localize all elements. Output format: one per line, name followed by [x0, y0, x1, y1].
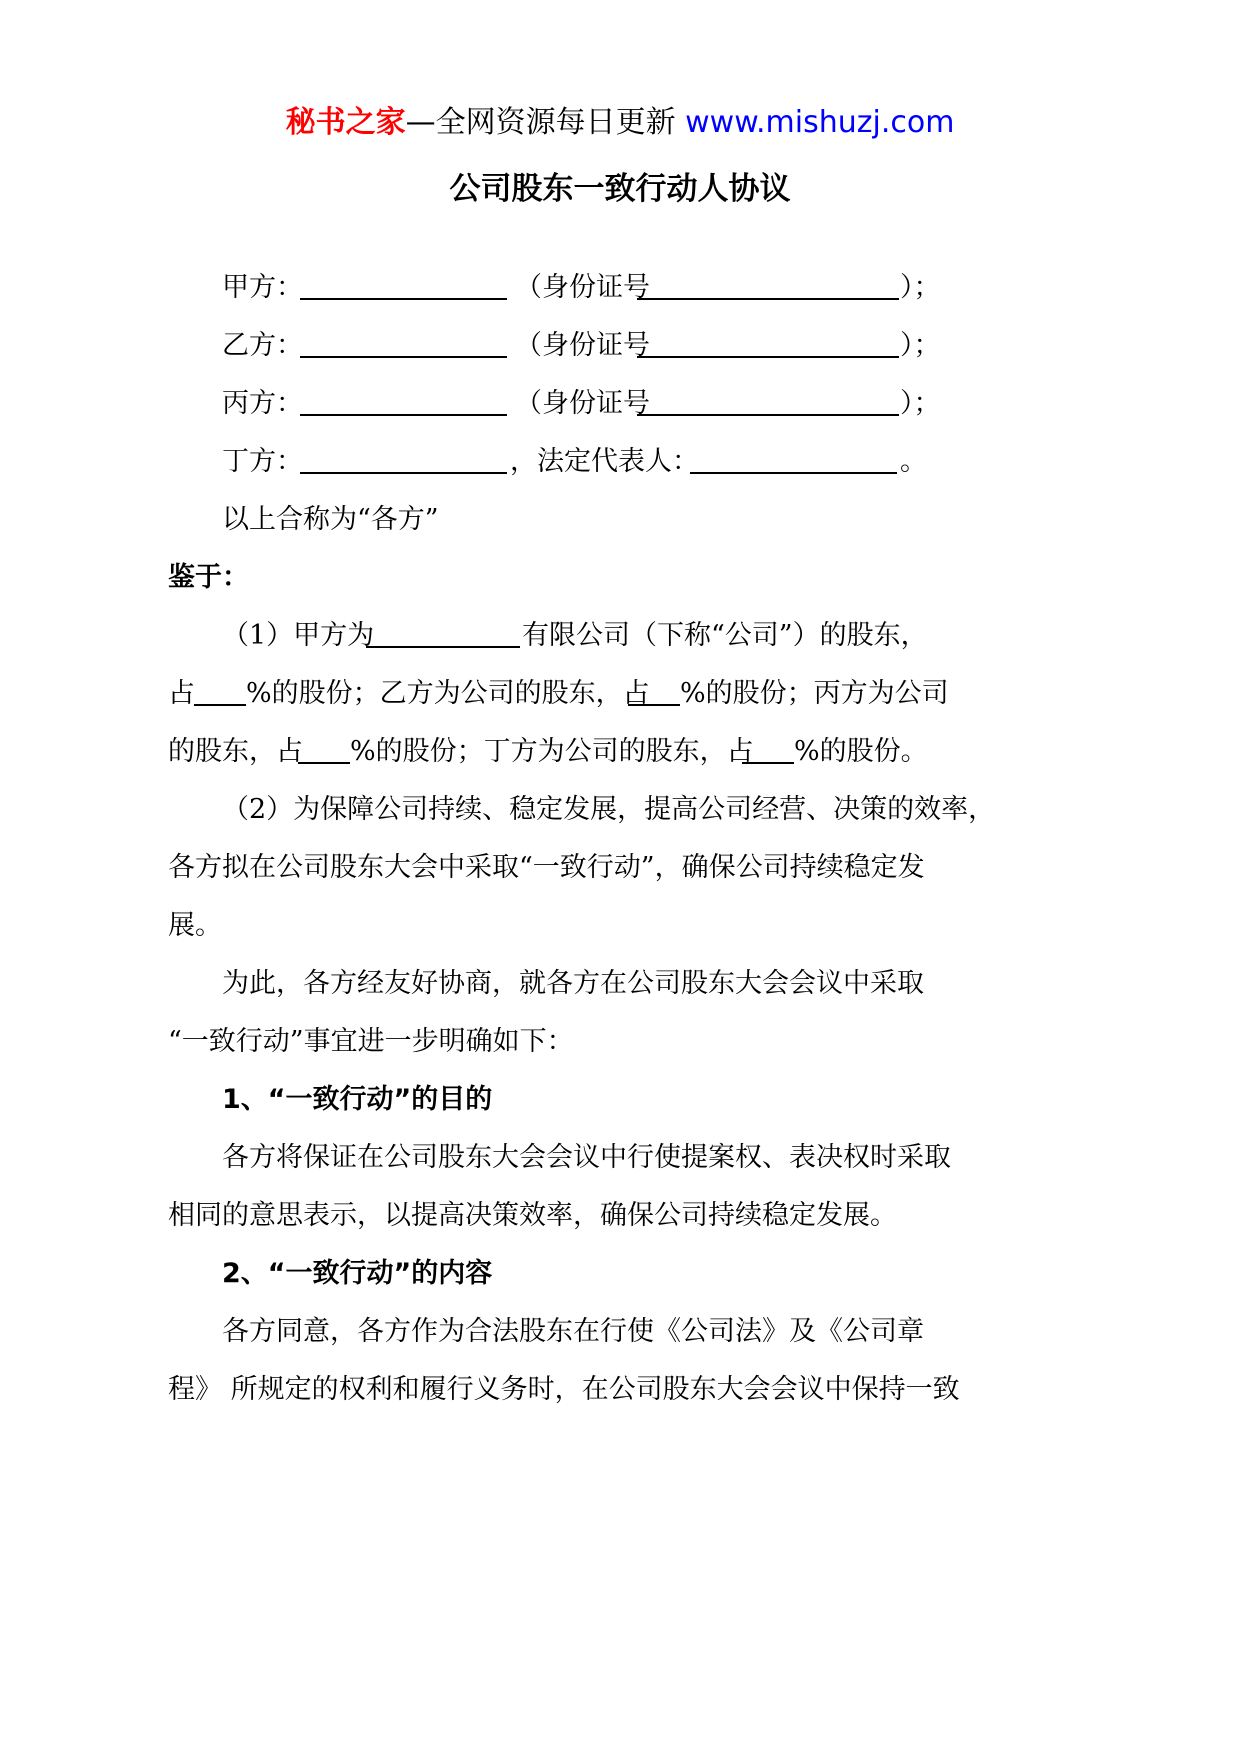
- id-label: （身份证号: [515, 330, 650, 361]
- party-line-end: ）；: [900, 272, 941, 303]
- percent-blank[interactable]: [628, 674, 680, 706]
- intro-text: 为此，各方经友好协商，就各方在公司股东大会会议中采取: [222, 968, 924, 999]
- percent-blank[interactable]: [194, 674, 246, 706]
- recital-text: %的股份。: [794, 736, 928, 767]
- intro-text: “一致行动”事宜进一步明确如下：: [168, 1026, 574, 1057]
- id-label: （身份证号: [515, 272, 650, 303]
- party-line-end: 。: [900, 446, 927, 477]
- section-text: 各方将保证在公司股东大会会议中行使提案权、表决权时采取: [222, 1142, 951, 1173]
- recital-text: 各方拟在公司股东大会中采取“一致行动”，确保公司持续稳定发: [168, 852, 925, 883]
- section-text: 程》 所规定的权利和履行义务时，在公司股东大会会议中保持一致: [168, 1374, 960, 1405]
- party-line-end: ）；: [900, 388, 941, 419]
- percent-blank[interactable]: [742, 732, 794, 764]
- section-heading: 2、“一致行动”的内容: [222, 1258, 493, 1289]
- recital-text: 展。: [168, 910, 222, 941]
- id-blank[interactable]: [637, 326, 899, 358]
- name-blank[interactable]: [300, 326, 507, 358]
- representative-label: ，法定代表人：: [510, 446, 699, 477]
- id-label: （身份证号: [515, 388, 650, 419]
- header-slogan: —全网资源每日更新: [405, 105, 676, 140]
- representative-blank[interactable]: [690, 442, 897, 474]
- document-title: 公司股东一致行动人协议: [449, 171, 791, 207]
- name-blank[interactable]: [300, 384, 507, 416]
- party-label: 乙方：: [222, 330, 303, 361]
- percent-blank[interactable]: [298, 732, 350, 764]
- id-blank[interactable]: [637, 384, 899, 416]
- company-name-blank[interactable]: [366, 616, 520, 648]
- section-text: 各方同意，各方作为合法股东在行使《公司法》及《公司章: [222, 1316, 924, 1347]
- recital-text: 有限公司（下称“公司”）的股东，: [522, 620, 928, 651]
- brand-name: 秘书之家: [285, 105, 406, 140]
- recital-text: （2）为保障公司持续、稳定发展，提高公司经营、决策的效率，: [222, 794, 996, 825]
- name-blank[interactable]: [300, 442, 507, 474]
- section-heading: 1、“一致行动”的目的: [222, 1084, 493, 1115]
- recital-text: %的股份；丙方为公司: [680, 678, 949, 709]
- recital-text: 的股东，占: [168, 736, 303, 767]
- recital-text: 占: [168, 678, 195, 709]
- whereas-heading: 鉴于：: [168, 562, 249, 593]
- party-label: 丙方：: [222, 388, 303, 419]
- party-label: 甲方：: [222, 272, 303, 303]
- recital-text: %的股份；乙方为公司的股东，占: [246, 678, 650, 709]
- site-url-link[interactable]: www.mishuzj.com: [685, 105, 955, 140]
- site-header: [0, 100, 1240, 146]
- name-blank[interactable]: [300, 268, 507, 300]
- party-label: 丁方：: [222, 446, 303, 477]
- section-text: 相同的意思表示，以提高决策效率，确保公司持续稳定发展。: [168, 1200, 897, 1231]
- party-line-end: ）；: [900, 330, 941, 361]
- collective-text: 以上合称为“各方”: [222, 504, 439, 535]
- recital-text: %的股份；丁方为公司的股东，占: [350, 736, 754, 767]
- id-blank[interactable]: [637, 268, 899, 300]
- recital-text: （1）甲方为: [222, 620, 375, 651]
